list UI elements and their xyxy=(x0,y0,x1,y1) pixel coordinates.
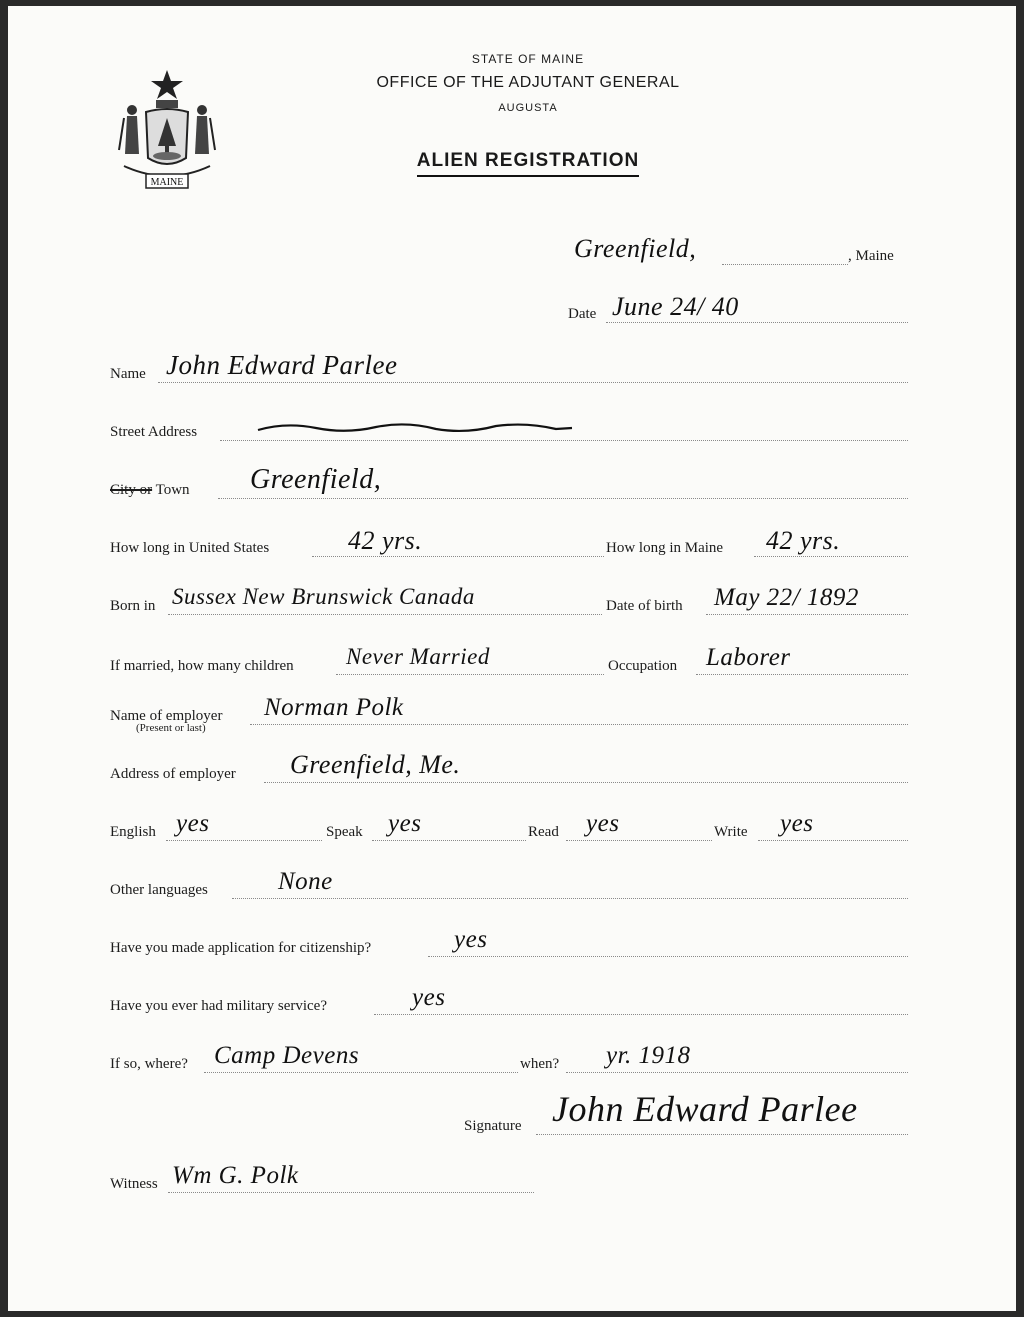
years-us-dots xyxy=(312,556,604,557)
where-label: If so, where? xyxy=(110,1056,188,1072)
town-value: Greenfield, xyxy=(250,464,382,495)
dob-value: May 22/ 1892 xyxy=(714,584,859,611)
where-dots xyxy=(204,1072,518,1073)
write-value: yes xyxy=(780,810,814,837)
place-town-value: Greenfield, xyxy=(574,234,697,263)
signature-value: John Edward Parlee xyxy=(552,1089,858,1129)
other-languages-dots xyxy=(232,898,908,899)
svg-text:MAINE: MAINE xyxy=(150,177,184,188)
military-dots xyxy=(374,1014,908,1015)
years-us-label: How long in United States xyxy=(110,540,270,556)
speak-dots xyxy=(372,840,526,841)
name-dots xyxy=(158,382,908,383)
state-heading: STATE OF MAINE xyxy=(471,52,585,66)
signature-label: Signature xyxy=(464,1118,522,1134)
employer-label: Name of employer xyxy=(110,708,223,724)
military-label: Have you ever had military service? xyxy=(110,998,327,1014)
state-seal-icon xyxy=(112,66,222,196)
when-dots xyxy=(566,1072,908,1073)
employer-value: Norman Polk xyxy=(264,694,404,721)
years-maine-dots xyxy=(754,556,908,557)
place-dots xyxy=(722,264,848,265)
witness-dots xyxy=(168,1192,534,1193)
years-maine-value: 42 yrs. xyxy=(766,526,841,555)
citizenship-dots xyxy=(428,956,908,957)
signature-dots xyxy=(536,1134,908,1135)
born-in-label: Born in xyxy=(110,598,156,614)
read-value: yes xyxy=(586,810,620,837)
where-value: Camp Devens xyxy=(214,1042,360,1069)
employer-address-dots xyxy=(264,782,908,783)
speak-label: Speak xyxy=(326,824,363,840)
occupation-dots xyxy=(696,674,908,675)
read-label: Read xyxy=(528,824,559,840)
date-label: Date xyxy=(568,306,597,322)
date-value: June 24/ 40 xyxy=(612,292,739,321)
witness-value: Wm G. Polk xyxy=(172,1162,299,1189)
registration-form xyxy=(8,6,1016,1311)
write-label: Write xyxy=(714,824,748,840)
read-dots xyxy=(566,840,712,841)
date-dots xyxy=(606,322,908,323)
employer-sublabel: (Present or last) xyxy=(136,722,206,734)
citizenship-label: Have you made application for citizenship? xyxy=(110,940,372,956)
witness-label: Witness xyxy=(110,1176,158,1192)
occupation-value: Laborer xyxy=(706,644,791,671)
write-dots xyxy=(758,840,908,841)
children-value: Never Married xyxy=(346,644,490,669)
dob-label: Date of birth xyxy=(606,598,683,614)
employer-dots xyxy=(250,724,908,725)
town-dots xyxy=(218,498,908,499)
when-value: yr. 1918 xyxy=(606,1042,691,1069)
place-state-label: , Maine xyxy=(848,248,894,264)
when-label: when? xyxy=(520,1056,560,1072)
military-value: yes xyxy=(412,984,446,1011)
town-label: City or Town xyxy=(110,482,190,498)
speak-value: yes xyxy=(388,810,422,837)
city-heading: AUGUSTA xyxy=(498,102,558,114)
years-us-value: 42 yrs. xyxy=(348,526,423,555)
office-heading: OFFICE OF THE ADJUTANT GENERAL xyxy=(376,74,680,91)
street-dots xyxy=(220,440,908,441)
english-value: yes xyxy=(176,810,210,837)
street-dash-mark-icon xyxy=(256,420,576,434)
name-label: Name xyxy=(110,366,146,382)
dob-dots xyxy=(706,614,908,615)
form-title: ALIEN REGISTRATION xyxy=(308,150,748,172)
children-dots xyxy=(336,674,604,675)
street-label: Street Address xyxy=(110,424,198,440)
english-dots xyxy=(166,840,322,841)
citizenship-value: yes xyxy=(454,926,488,953)
other-languages-value: None xyxy=(278,868,333,895)
years-maine-label: How long in Maine xyxy=(606,540,724,556)
employer-address-label: Address of employer xyxy=(110,766,236,782)
children-label: If married, how many children xyxy=(110,658,294,674)
born-in-value: Sussex New Brunswick Canada xyxy=(172,584,475,609)
name-value: John Edward Parlee xyxy=(166,350,398,380)
born-in-dots xyxy=(168,614,602,615)
employer-address-value: Greenfield, Me. xyxy=(290,750,461,779)
english-label: English xyxy=(110,824,156,840)
occupation-label: Occupation xyxy=(608,658,678,674)
other-languages-label: Other languages xyxy=(110,882,208,898)
